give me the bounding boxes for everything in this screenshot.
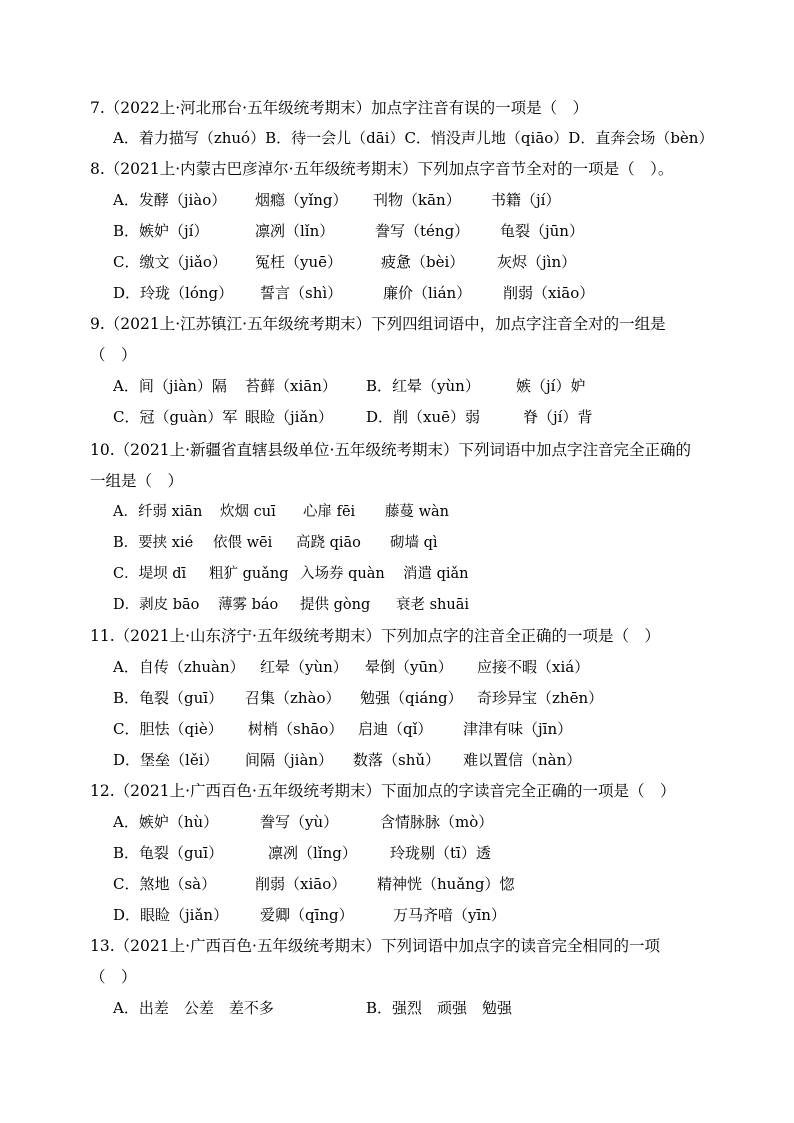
- option-word: 晕倒（yūn）: [365, 658, 453, 676]
- question-11-stem: 11.（2021上·山东济宁·五年级统考期末）下列加点字的注音全正确的一项是（ ）: [90, 627, 660, 645]
- option-word: 奇珍异宝（zhēn）: [477, 689, 604, 707]
- option-word: 玲珑剔（tī）透: [390, 844, 491, 862]
- option-word: B．红晕（yùn）: [366, 377, 480, 395]
- option-word: 启迪（qǐ）: [358, 720, 433, 738]
- option-word: A．发酵（jiào）: [113, 191, 227, 209]
- option-word: 津津有味（jīn）: [463, 720, 573, 738]
- option-word: 红晕（yùn）: [260, 658, 348, 676]
- option-word: 脊（jí）背: [523, 408, 593, 426]
- question-10-stem: 10.（2021上·新疆省直辖县级单位·五年级统考期末）下列词语中加点字注音完全正确的: [90, 441, 691, 459]
- option-word: B．龟裂（guī）: [113, 689, 224, 707]
- option-word: C．缴文（jiǎo）: [113, 253, 227, 271]
- option-word: 精神恍（huǎng）惚: [377, 875, 515, 893]
- option-word: B．嫉妒（jí）: [113, 222, 209, 240]
- option-word: 砌墙 qì: [390, 535, 438, 551]
- option-word: 廉价（lián）: [383, 284, 472, 302]
- option-word: 冤枉（yuē）: [255, 253, 343, 271]
- question-9-stem-cont: （ ）: [90, 346, 137, 364]
- option-word: 提供 gòng: [300, 597, 371, 613]
- question-13-stem-cont: （ ）: [90, 968, 137, 986]
- option-word: C．冠（guàn）军: [113, 408, 238, 426]
- option-word: A．纤弱 xiān: [113, 504, 203, 520]
- option-word: 苔藓（xiān）: [245, 377, 337, 395]
- option-word: 书籍（jí）: [491, 191, 561, 209]
- question-13-stem: 13.（2021上·广西百色·五年级统考期末）下列词语中加点字的读音完全相同的一项: [90, 937, 660, 955]
- question-9-stem: 9.（2021上·江苏镇江·五年级统考期末）下列四组词语中，加点字注音全对的一组是: [90, 315, 666, 333]
- option-word: 入场券 quàn: [300, 566, 385, 582]
- question-12-stem: 12.（2021上·广西百色·五年级统考期末）下面加点的字读音完全正确的一项是（ ）: [90, 782, 676, 800]
- option-word: 应接不暇（xiá）: [477, 658, 590, 676]
- option-word: 勉强（qiáng）: [360, 689, 463, 707]
- option-word: D．玲珑（lóng）: [113, 284, 234, 302]
- option-word: C．胆怯（qiè）: [113, 720, 223, 738]
- option-word: D．削（xuē）弱: [366, 408, 481, 426]
- option-word: 眼睑（jiǎn）: [245, 408, 334, 426]
- option-word: 消遣 qiǎn: [403, 566, 469, 582]
- option-word: D．剥皮 bāo: [113, 597, 200, 613]
- option-word: 召集（zhào）: [245, 689, 341, 707]
- option-word: A．自传（zhuàn）: [113, 658, 245, 676]
- option-word: 爱卿（qīng）: [260, 906, 354, 924]
- option-word: C．煞地（sà）: [113, 875, 217, 893]
- option-word: 龟裂（jūn）: [500, 222, 584, 240]
- option-word: A．嫉妒（hù）: [113, 813, 219, 831]
- option-word: 烟瘾（yǐng）: [255, 191, 348, 209]
- option-word: 削弱（xiāo）: [503, 284, 595, 302]
- option-word: 间隔（jiàn）: [245, 751, 334, 769]
- option-word: B．龟裂（guī）: [113, 844, 224, 862]
- option-word: A．间（jiàn）隔: [113, 377, 227, 395]
- option-word: 嫉（jí）妒: [516, 377, 586, 395]
- options-line: A．着力描写（zhuó）B．待一会儿（dāi）C．悄没声儿地（qiāo）D．直奔会场（bèn）: [113, 129, 714, 147]
- option-word: 誓言（shì）: [260, 284, 343, 302]
- option-word: 灰烬（jìn）: [497, 253, 577, 271]
- option-word: 凛冽（lǐng）: [268, 844, 357, 862]
- question-10-stem-cont: 一组是（ ）: [90, 472, 184, 490]
- option-word: 粗犷 guǎng: [209, 566, 289, 582]
- option-word: 数落（shǔ）: [353, 751, 441, 769]
- option-word: D．眼睑（jiǎn）: [113, 906, 229, 924]
- option-word: B．强烈 顽强 勉强: [366, 999, 513, 1017]
- option-word: 依偎 wēi: [213, 535, 273, 551]
- option-word: 凛冽（lǐn）: [255, 222, 335, 240]
- question-8-stem: 8.（2021上·内蒙古巴彦淖尔·五年级统考期末）下列加点字音节全对的一项是（ ）。: [90, 160, 674, 178]
- option-word: 刊物（kān）: [373, 191, 461, 209]
- option-word: 衰老 shuāi: [396, 597, 470, 613]
- option-word: 炊烟 cuī: [220, 504, 276, 520]
- option-word: 誊写（yù）: [260, 813, 339, 831]
- option-word: 树梢（shāo）: [248, 720, 344, 738]
- option-word: 万马齐喑（yīn）: [393, 906, 506, 924]
- option-word: 含情脉脉（mò）: [380, 813, 494, 831]
- option-word: A．出差 公差 差不多: [113, 999, 274, 1017]
- option-word: 高跷 qiāo: [296, 535, 361, 551]
- option-word: 誊写（téng）: [375, 222, 470, 240]
- option-word: 难以置信（nàn）: [463, 751, 582, 769]
- question-7-stem: 7.（2022上·河北邢台·五年级统考期末）加点字注音有误的一项是（ ）: [90, 99, 589, 117]
- option-word: B．要挟 xié: [113, 535, 194, 551]
- option-word: D．堡垒（lěi）: [113, 751, 219, 769]
- option-word: 薄雾 báo: [218, 597, 279, 613]
- option-word: C．堤坝 dī: [113, 566, 187, 582]
- option-word: 藤蔓 wàn: [385, 504, 450, 520]
- option-word: 削弱（xiāo）: [255, 875, 347, 893]
- option-word: 心扉 fēi: [303, 504, 356, 520]
- option-word: 疲惫（bèi）: [381, 253, 465, 271]
